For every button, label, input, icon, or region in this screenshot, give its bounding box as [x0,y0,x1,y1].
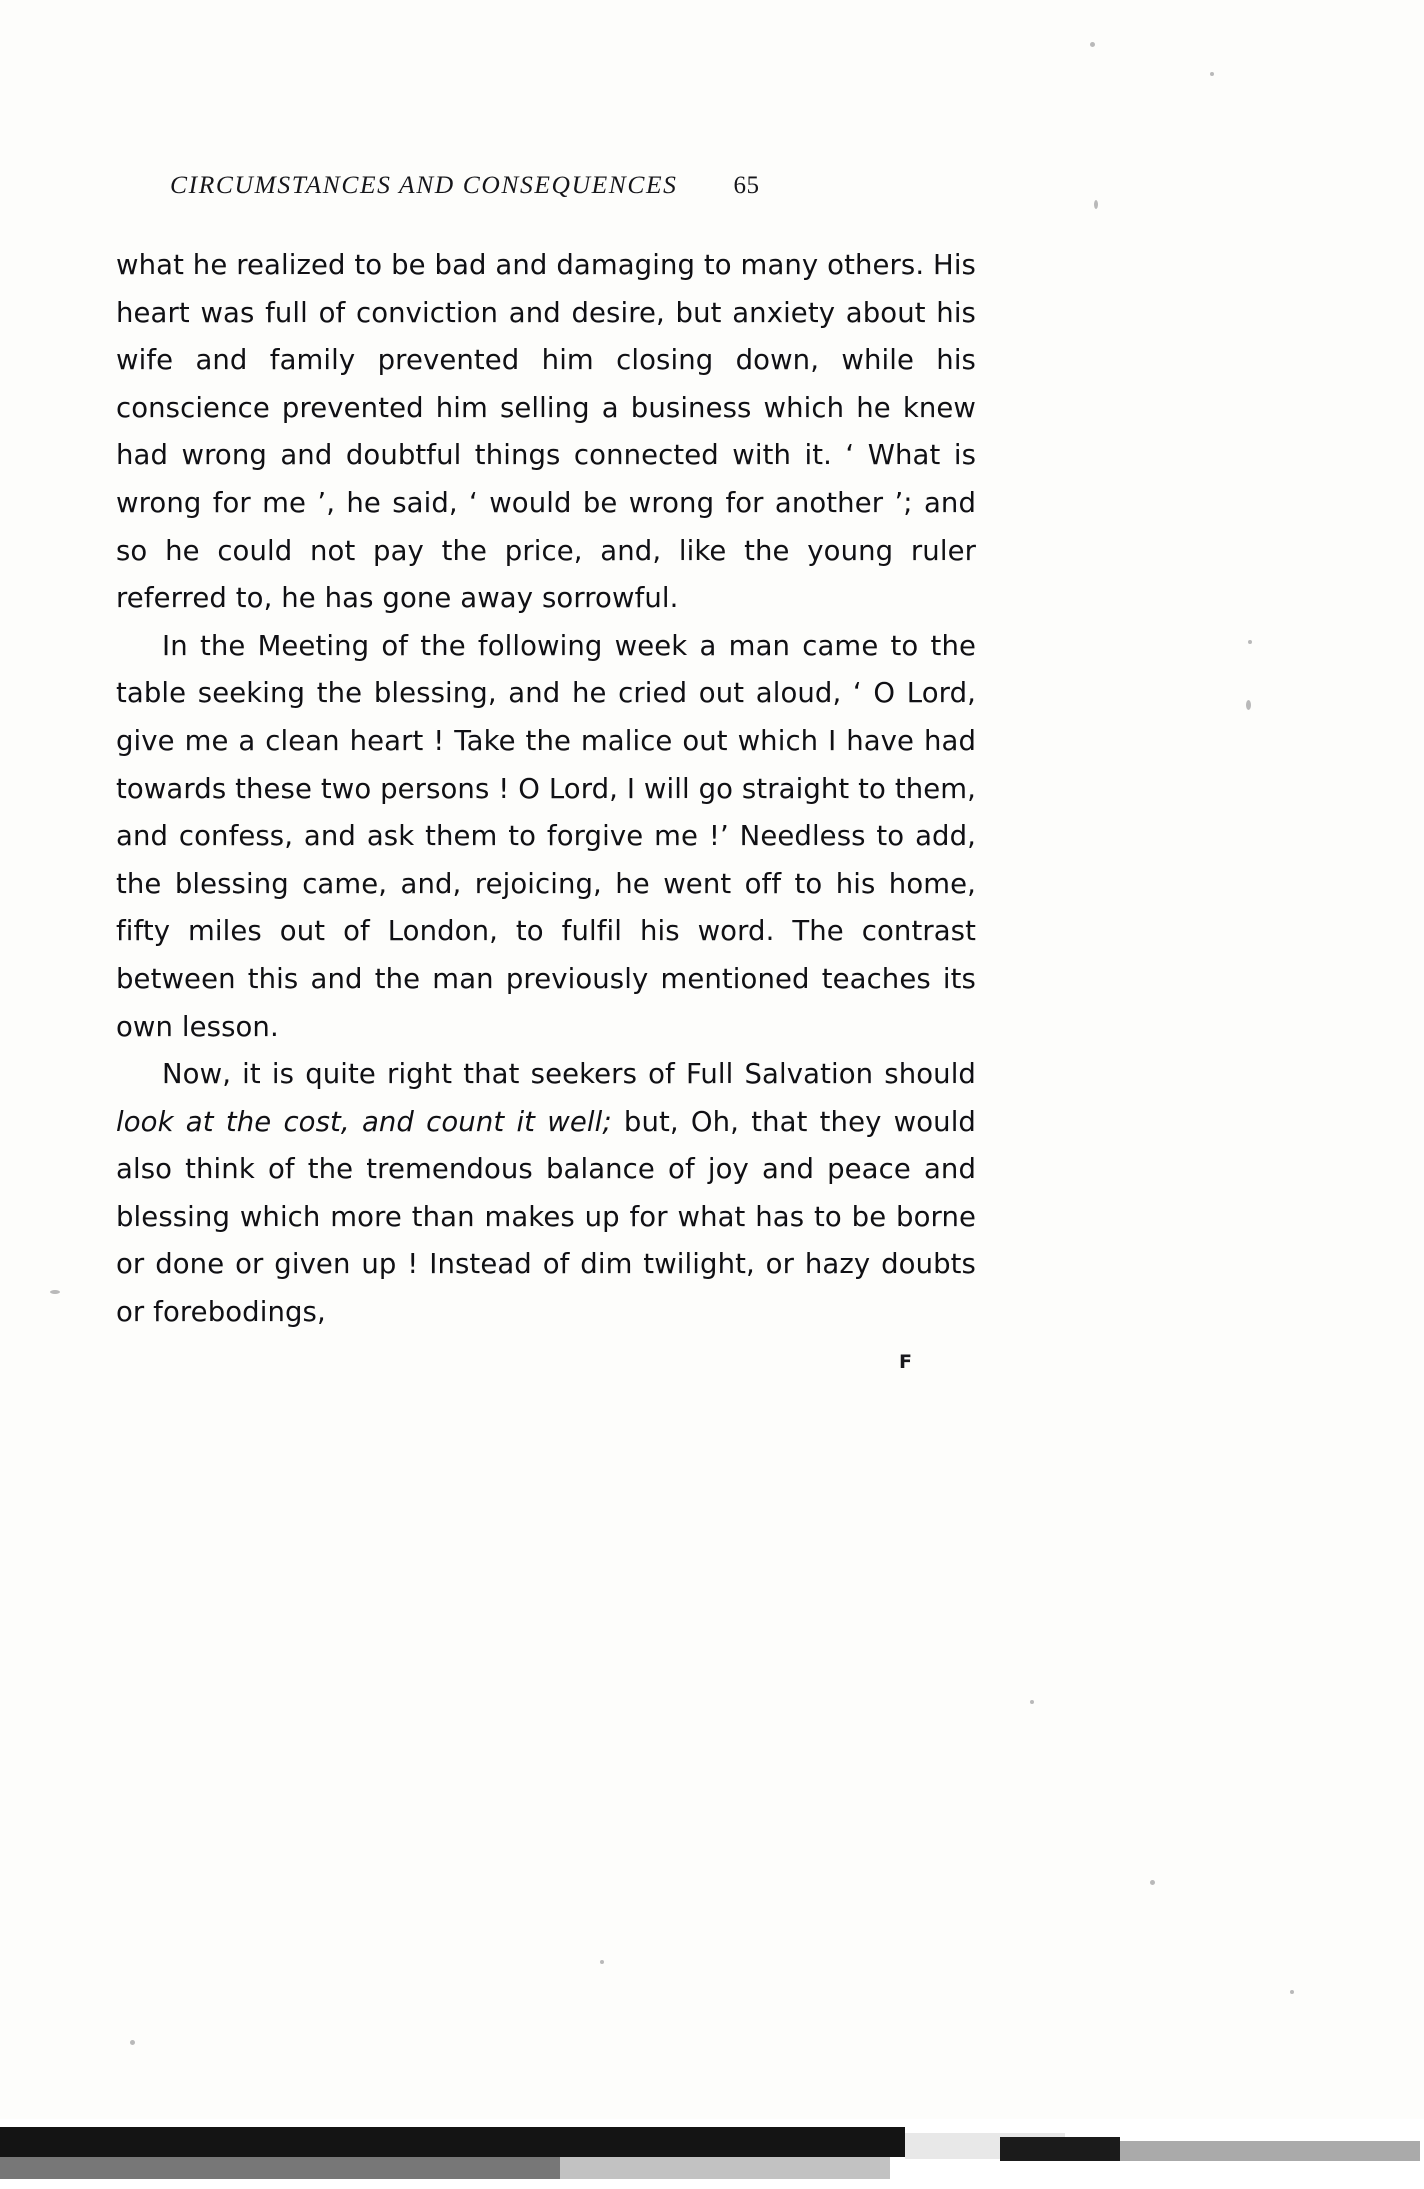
scan-edge-artifact [0,2119,1424,2189]
scan-speck [1094,200,1098,209]
paragraph: what he realized to be bad and damaging to many others. His heart was full of conviction and desire, but anxiety about his wife and family prevented him closing down, while his conscience prevented him selling a business which he knew had wrong and doubtful things connected with it. ‘ What is wrong for me ’, he said, ‘ would be wrong for another ’; and so he could not pay the price, and, like the young ruler referred to, he has gone away sorrowful. [116,249,976,615]
signature-mark: F [899,1350,912,1373]
scan-band-dark [0,2127,905,2157]
scan-speck [1030,1700,1034,1704]
emphasized-phrase: look at the cost, and count it well; [116,1105,612,1138]
scan-speck [130,2040,135,2045]
paragraph-with-emphasis [116,1051,976,1337]
scan-band-light [560,2157,890,2179]
scan-speck [50,1290,60,1294]
scan-speck [1246,700,1251,710]
page-content [116,170,976,1373]
scan-speck [600,1960,604,1964]
scan-speck [1248,640,1252,644]
paragraph-lead: Now, it is quite right that seekers of Full Salvation should [162,1058,976,1091]
paragraph: In the Meeting of the following week a man came to the table seeking the blessing, and he cried out aloud, ‘ O Lord, give me a clean heart ! Take the malice out which I have had towards these two persons ! O Lord, I will go straight to them, and confess, and ask them to forgive me !’ Needless to add, the blessing came, and, rejoicing, he went off to his home, fifty miles out of London, to fulfil his word. The contrast between this and the man previously mentioned teaches its own lesson. [116,629,976,1043]
scan-speck [1090,42,1095,47]
running-head [116,170,976,200]
paragraph-tail: but, Oh, that they would also think of the tremendous balance of joy and peace and blessing which more than makes up for what has to be borne or done or given up ! Instead of dim twilight, or hazy doubts or forebodings, [116,1105,976,1329]
scan-speck [1150,1880,1155,1885]
scan-band-mid [0,2157,560,2179]
body-text [116,242,976,1337]
scan-band-block [1000,2137,1120,2161]
scan-band-tail [1120,2141,1420,2161]
running-head-title: CIRCUMSTANCES AND CONSEQUENCES [170,170,678,199]
scan-speck [1210,72,1214,76]
page-number: 65 [733,172,760,199]
scan-speck [1290,1990,1294,1994]
